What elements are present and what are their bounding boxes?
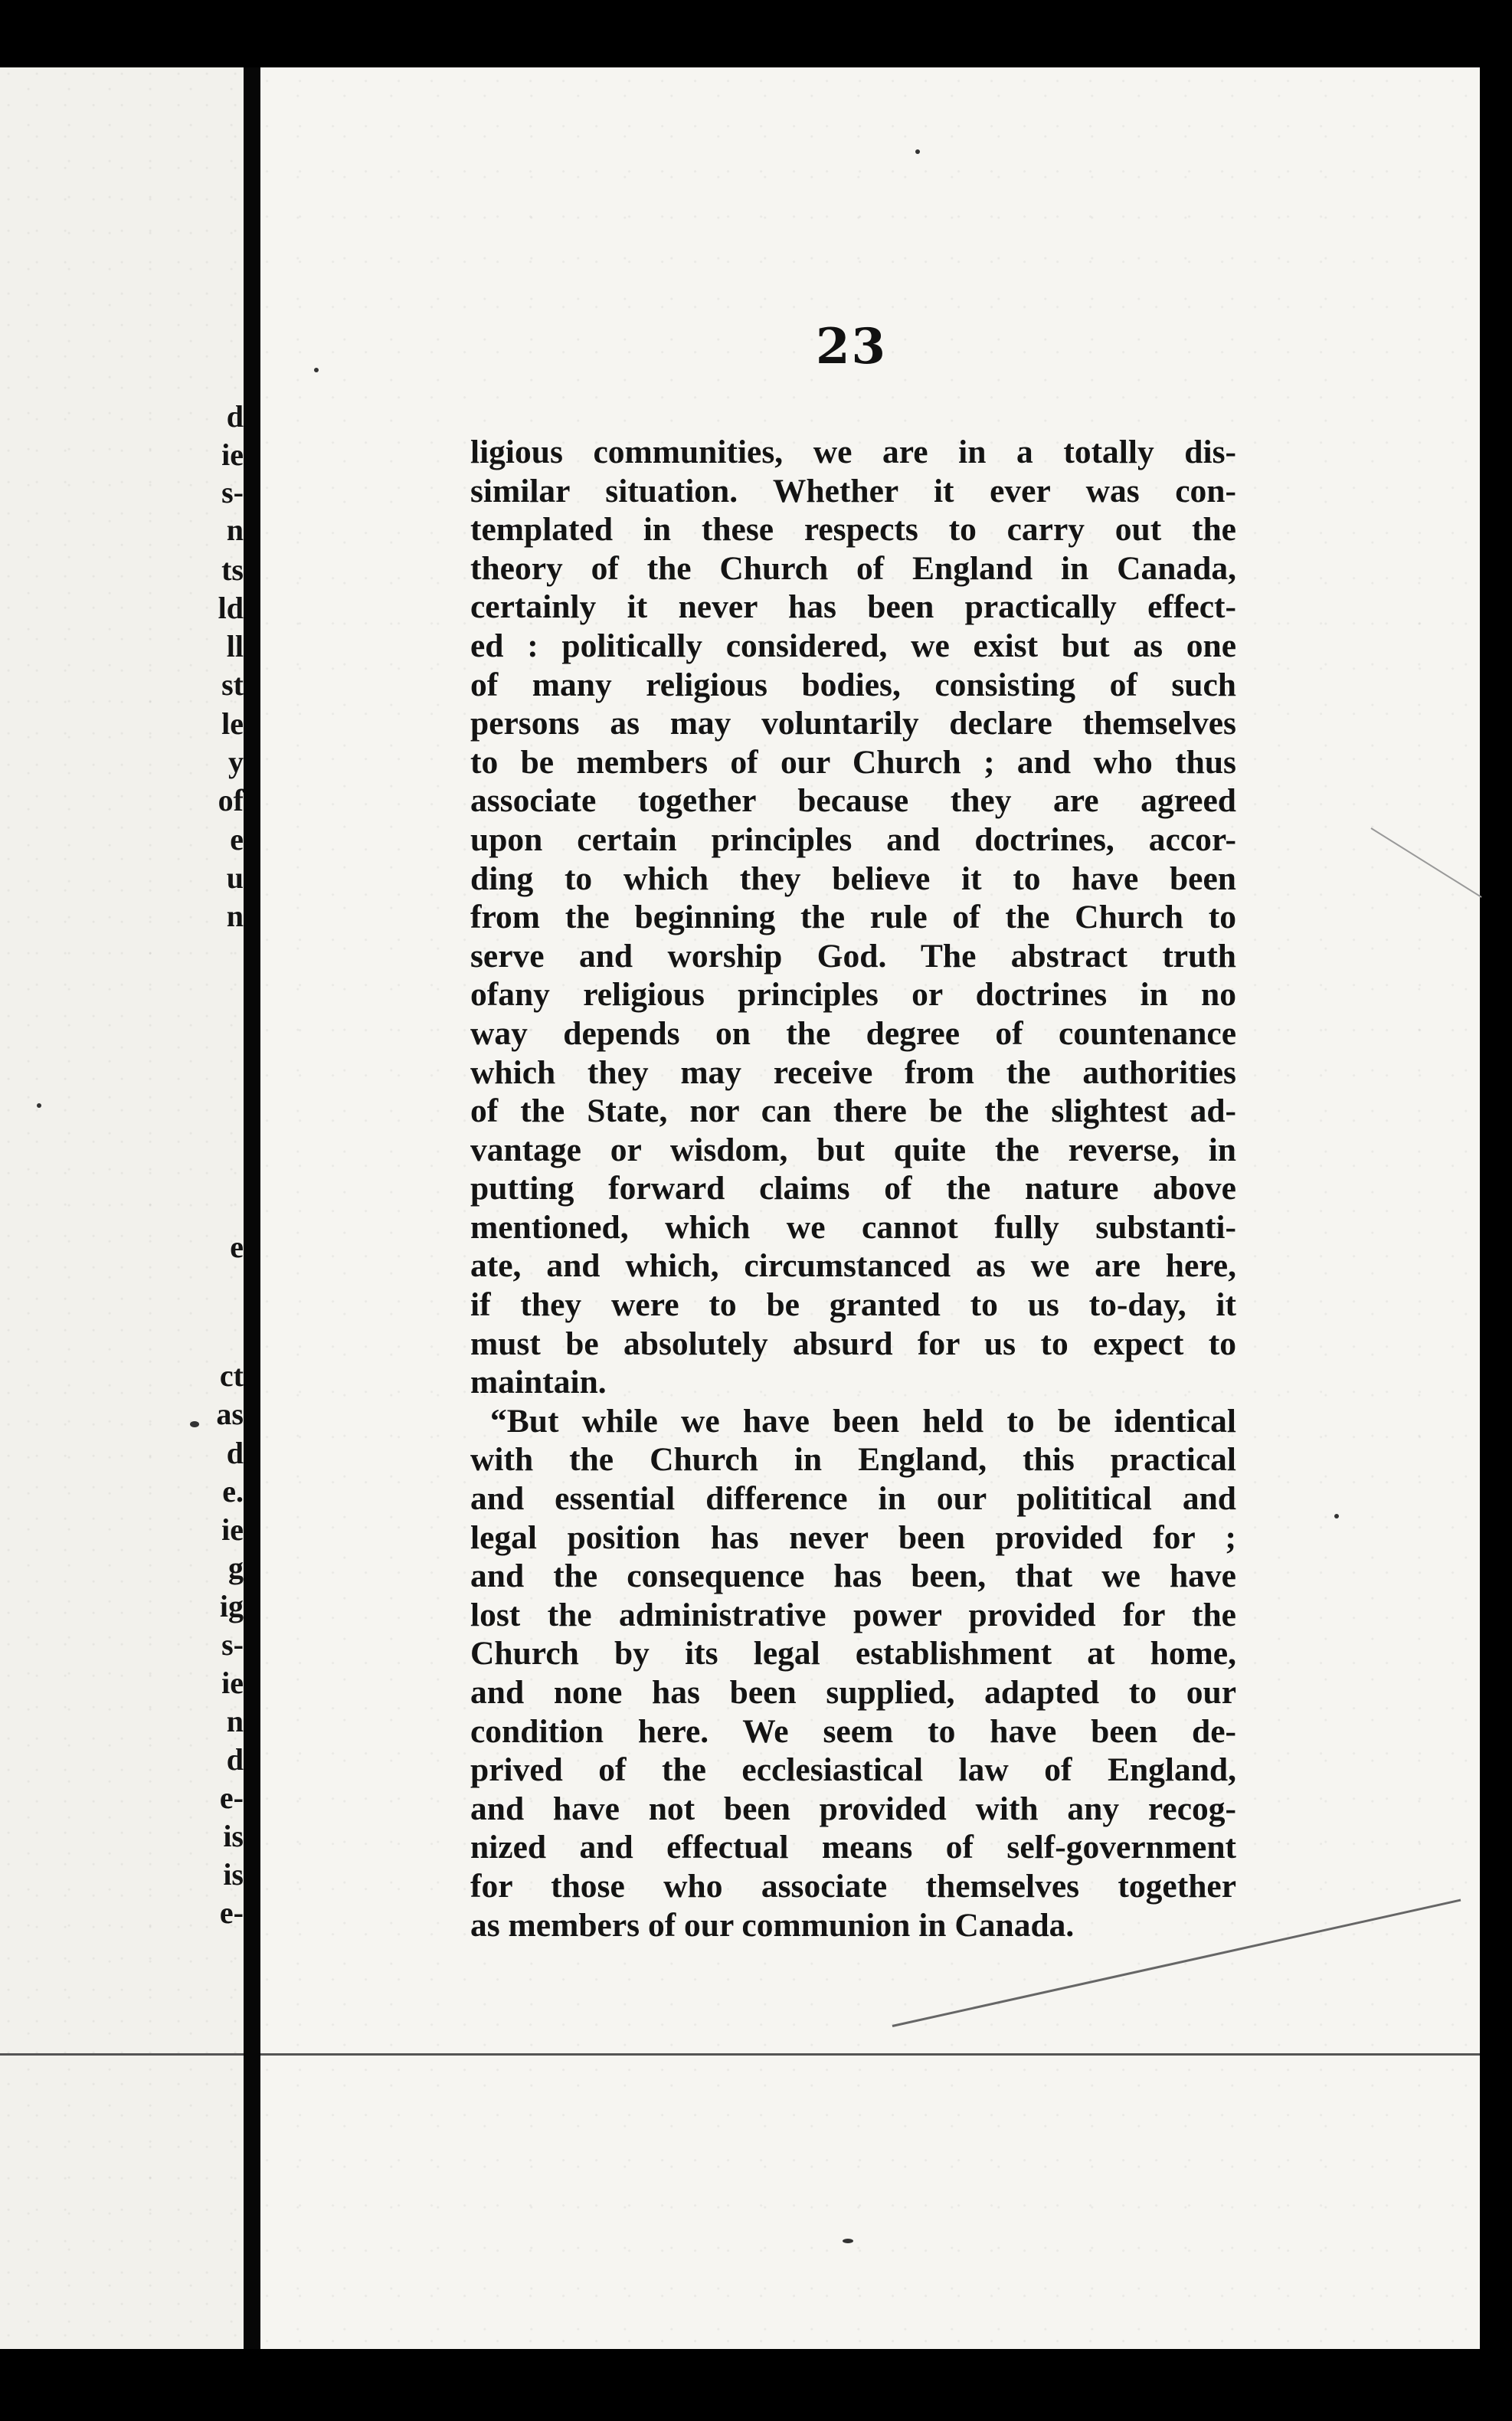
text-line: templated in these respects to carry out the (470, 511, 1236, 549)
text-line: ate, and which, circumstanced as we are here, (470, 1247, 1236, 1285)
text-line: for those who associate themselves together (470, 1867, 1236, 1905)
text-line: ligious communities, we are in a totally dis- (470, 434, 1236, 470)
margin-fragment: s- (221, 475, 244, 509)
text-line: and essential difference in our polititical and (470, 1480, 1236, 1518)
text-line: Church by its legal establishment at home, (470, 1635, 1236, 1672)
text-line: legal position has never been provided for ; (470, 1518, 1236, 1556)
margin-fragment: e- (219, 1781, 244, 1815)
lower-rule-left (0, 2053, 244, 2056)
speck (915, 149, 920, 154)
margin-fragment: e (230, 822, 244, 857)
margin-fragment: e. (222, 1474, 244, 1509)
text-line: and the consequence has been, that we have (470, 1558, 1236, 1595)
text-line: with the Church in England, this practical (470, 1441, 1236, 1479)
margin-fragment: d (226, 1436, 244, 1470)
text-line: serve and worship God. The abstract truth (470, 937, 1236, 975)
margin-fragment: e- (219, 1895, 244, 1930)
page-number: 23 (816, 318, 888, 375)
margin-fragment: ts (221, 552, 244, 587)
text-line: of the State, nor can there be the slightest ad- (470, 1093, 1236, 1130)
text-line: and none has been supplied, adapted to our (470, 1674, 1236, 1711)
text-line: mentioned, which we cannot fully substanti- (470, 1208, 1236, 1246)
margin-fragment: n (226, 1704, 244, 1738)
margin-fragment: st (221, 667, 244, 702)
margin-fragment: n (226, 513, 244, 547)
text-line: nized and effectual means of self-government (470, 1829, 1236, 1866)
text-line: vantage or wisdom, but quite the reverse, in (470, 1131, 1236, 1168)
margin-fragment: e (230, 1230, 244, 1264)
margin-fragment: is (223, 1819, 244, 1853)
margin-fragment: d (226, 399, 244, 434)
text-line: putting forward claims of the nature above (470, 1170, 1236, 1207)
text-line: ed : politically considered, we exist but as one (470, 627, 1236, 664)
text-line: lost the administrative power provided for the (470, 1596, 1236, 1633)
text-line: prived of the ecclesiastical law of England, (470, 1751, 1236, 1789)
margin-fragment: ld (218, 591, 244, 625)
text-line: condition here. We seem to have been de- (470, 1712, 1236, 1750)
margin-fragment: y (228, 745, 244, 779)
margin-fragment: of (218, 783, 244, 817)
text-line: ofany religious principles or doctrines in no (470, 976, 1236, 1014)
text-line: which they may receive from the authorities (470, 1053, 1236, 1091)
margin-fragment: ll (226, 629, 244, 663)
lower-rule-right (260, 2053, 1480, 2056)
text-line: and have not been provided with any recog- (470, 1790, 1236, 1827)
margin-fragment: ie (221, 437, 244, 472)
text-line: ding to which they believe it to have been (470, 860, 1236, 897)
left-page-strip (0, 67, 244, 2349)
speck (1334, 1514, 1339, 1518)
margin-fragment: ig (219, 1589, 244, 1623)
text-line: certainly it never has been practically effect- (470, 588, 1236, 626)
body-text (470, 433, 1236, 1944)
margin-fragment: d (226, 1742, 244, 1777)
margin-fragment: ie (221, 1512, 244, 1547)
margin-fragment: ie (221, 1666, 244, 1700)
margin-fragment: le (221, 706, 244, 741)
text-line: of many religious bodies, consisting of such (470, 666, 1236, 703)
text-line: as members of our communion in Canada. (470, 1906, 1075, 1944)
margin-fragment: s- (221, 1627, 244, 1662)
margin-fragment: u (226, 860, 244, 895)
text-line: must be absolutely absurd for us to expect to (470, 1325, 1236, 1362)
text-line: associate together because they are agreed (470, 782, 1236, 820)
margin-fragment: ct (219, 1358, 244, 1393)
text-line: way depends on the degree of countenance (470, 1014, 1236, 1052)
text-line: “But while we have been held to be identical (490, 1402, 1236, 1440)
text-line: to be members of our Church ; and who thus (470, 743, 1236, 781)
speck (314, 368, 319, 372)
margin-fragment: is (223, 1857, 244, 1892)
text-line: maintain. (470, 1364, 607, 1401)
text-line: persons as may voluntarily declare themselves (470, 705, 1236, 742)
speck (37, 1103, 41, 1108)
speck (843, 2239, 853, 2243)
speck (190, 1421, 199, 1427)
text-line: upon certain principles and doctrines, accor- (470, 821, 1236, 858)
text-line: similar situation. Whether it ever was con- (470, 472, 1236, 509)
text-line: theory of the Church of England in Canada, (470, 549, 1236, 587)
margin-fragment: as (216, 1397, 244, 1431)
page-gutter (244, 67, 260, 2349)
text-line: if they were to be granted to us to-day, it (470, 1286, 1236, 1324)
text-line: from the beginning the rule of the Church to (470, 899, 1236, 936)
margin-fragment: n (226, 899, 244, 933)
margin-fragment: g (228, 1551, 244, 1585)
